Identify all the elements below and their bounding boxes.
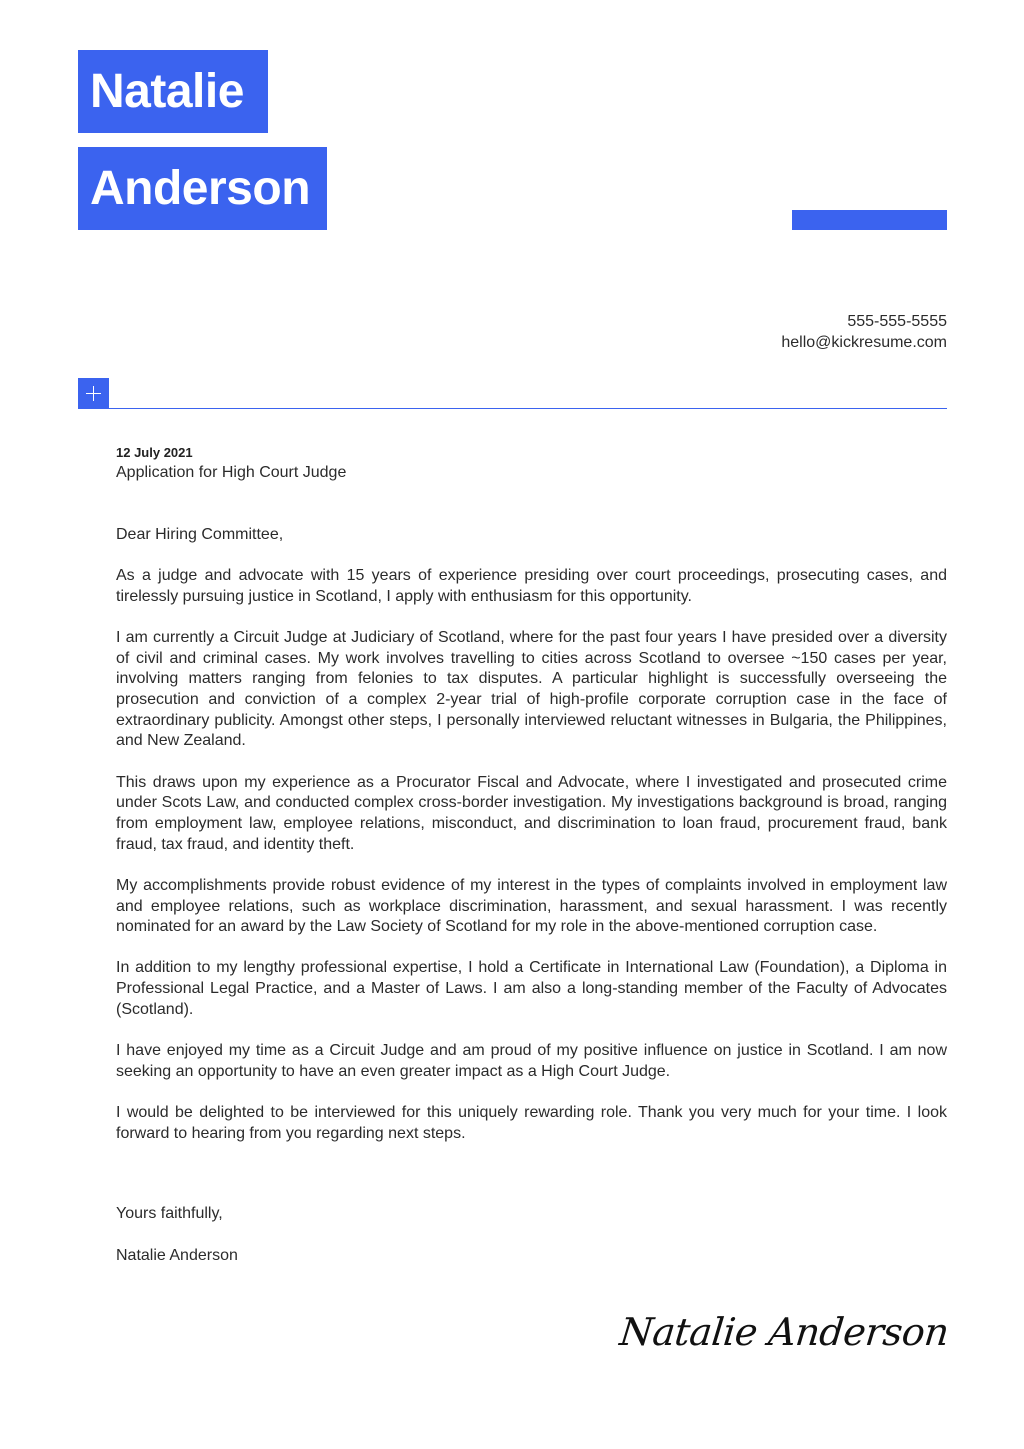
- header-divider: [109, 408, 947, 409]
- accent-bar: [792, 210, 947, 230]
- letter-date: 12 July 2021: [116, 445, 193, 460]
- plus-icon: [78, 378, 109, 409]
- first-name: Natalie: [90, 64, 244, 118]
- email-address: hello@kickresume.com: [781, 334, 947, 351]
- letter-paragraph: This draws upon my experience as a Procurator Fiscal and Advocate, where I investigated and prosecuted crime under Scots Law, and conducted complex cross-border investigation. My investigations background is broad, ranging from employment law, employee relations, misconduct, and discrimination to loan fraud, procurement fraud, bank fraud, tax fraud, and identity theft.: [116, 773, 947, 853]
- first-name-banner: [78, 50, 268, 133]
- letter-paragraph: My accomplishments provide robust evidence of my interest in the types of complaints involved in employment law and employee relations, such as workplace discrimination, harassment, and sexual harassment. I was recently nominated for an award by the Law Society of Scotland for my role in the above-mentioned corruption case.: [116, 876, 947, 936]
- letter-paragraph: As a judge and advocate with 15 years of experience presiding over court proceedings, prosecuting cases, and tirelessly pursuing justice in Scotland, I apply with enthusiasm for this opportunity.: [116, 566, 947, 605]
- letter-paragraph: I would be delighted to be interviewed for this uniquely rewarding role. Thank you very much for your time. I look forward to hearing from you regarding next steps.: [116, 1103, 947, 1142]
- letter-paragraph: In addition to my lengthy professional expertise, I hold a Certificate in International Law (Foundation), a Diploma in Professional Legal Practice, and a Master of Laws. I am also a long-standing member of the Faculty of Advocates (Scotland).: [116, 959, 947, 1018]
- letter-paragraph: I am currently a Circuit Judge at Judiciary of Scotland, where for the past four years I have presided over a diversity of civil and criminal cases. My work involves travelling to cities across Scotland to oversee ~150 cases per year, involving matters ranging from felonies to tax disputes. A particular highlight is successfully overseeing the prosecution and conviction of a complex 2-year trial of high-profile corporate corruption case in the face of extraordinary publicity. Amongst other steps, I personally interviewed reluctant witnesses in Bulgaria, the Philippines, and New Zealand.: [116, 628, 947, 750]
- letter-salutation: Dear Hiring Committee,: [116, 525, 284, 543]
- handwritten-signature: Natalie Anderson: [617, 1310, 951, 1354]
- letter-closing: Yours faithfully,: [116, 1205, 223, 1223]
- contact-info: [781, 311, 947, 353]
- letter-signer-name: Natalie Anderson: [116, 1247, 238, 1265]
- last-name: Anderson: [90, 161, 311, 215]
- letter-body: [116, 444, 947, 1267]
- last-name-banner: [78, 147, 327, 230]
- letter-paragraph: I have enjoyed my time as a Circuit Judge and am proud of my positive influence on justice in Scotland. I am now seeking an opportunity to have an even greater impact as a High Court Judge.: [116, 1042, 947, 1080]
- letter-subject: Application for High Court Judge: [116, 464, 347, 481]
- phone-number: 555-555-5555: [847, 313, 947, 330]
